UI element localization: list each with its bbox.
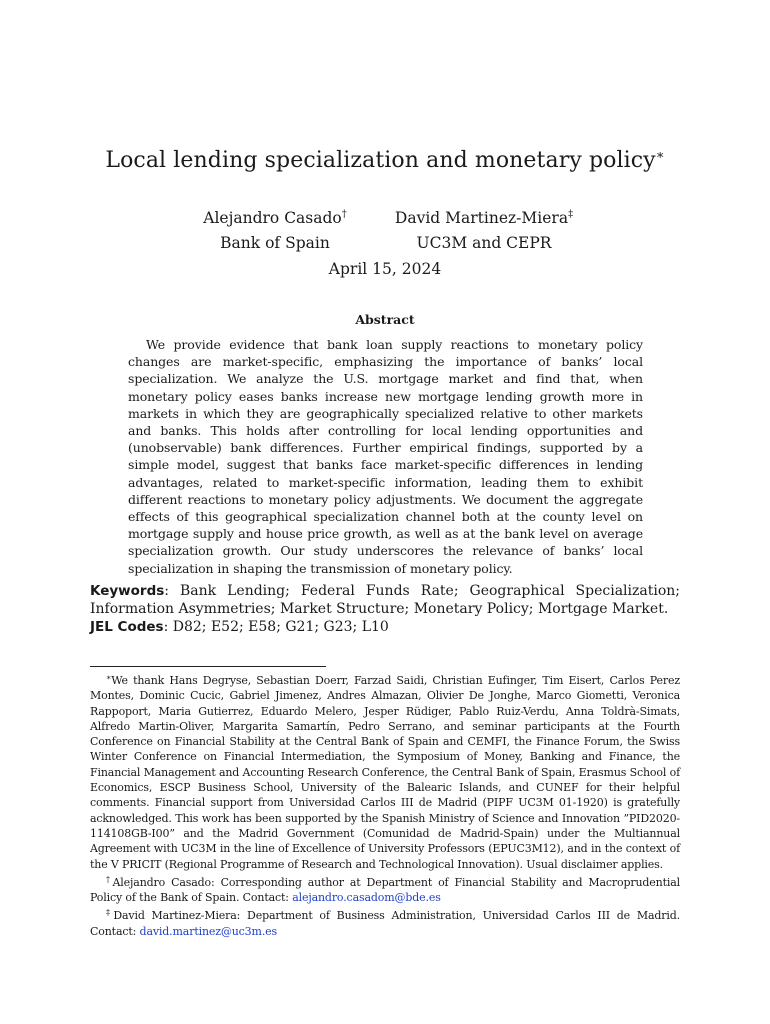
jel-line bbox=[90, 618, 680, 636]
abstract-body: We provide evidence that bank loan supply reactions to monetary policy changes are market-specific, emphasizing the importance of banks’ local specialization. We analyze the U.S. mortgage market and find that, when monetary policy eases banks increase new mortgage lending growth more in markets in which they are geographically specialized relative to other markets and banks. This holds after controlling for local lending opportunities and (unobservable) bank differences. Further empirical findings, supported by a simple model, suggest that banks face market-specific differences in lending advantages, related to market-specific information, leading them to exhibit different reactions to monetary policy adjustments. We document the aggregate effects of this geographical specialization channel both at the county level on mortgage supply and house price growth, as well as at the bank level on average specialization growth. Our study underscores the relevance of banks’ local specialization in shaping the transmission of monetary policy. bbox=[128, 337, 643, 576]
title-text: Local lending specialization and monetary policy bbox=[105, 148, 656, 173]
jel-text: : D82; E52; E58; G21; G23; L10 bbox=[163, 619, 389, 635]
email-link-casado[interactable]: alejandro.casadom@bde.es bbox=[292, 891, 441, 905]
footnotes bbox=[90, 670, 680, 939]
author-footnote-mark: ‡ bbox=[568, 209, 574, 220]
footnote-mark: ‡ bbox=[106, 908, 114, 918]
keywords-text: : Bank Lending; Federal Funds Rate; Geographical Specialization; Information Asymmetries; Market Structure; Monetary Policy; Mortgage Market. bbox=[90, 583, 680, 617]
paper-date: April 15, 2024 bbox=[328, 260, 442, 278]
author-block-2 bbox=[384, 202, 584, 256]
author-name-text: Alejandro Casado bbox=[203, 209, 342, 227]
footnote-acknowledgements bbox=[90, 670, 680, 872]
footnote-author-1 bbox=[90, 872, 680, 906]
abstract-heading: Abstract bbox=[355, 312, 415, 327]
author-name-text: David Martinez-Miera bbox=[394, 209, 569, 227]
footnote-text: David Martinez-Miera: Department of Business Administration, Universidad Carlos III de Madrid. Contact: bbox=[90, 909, 680, 938]
keywords-label: Keywords bbox=[90, 583, 165, 599]
author-name bbox=[384, 202, 584, 231]
footnote-mark: ∗ bbox=[106, 673, 112, 682]
email-link-martinez[interactable]: david.martinez@uc3m.es bbox=[139, 924, 278, 938]
jel-label: JEL Codes bbox=[90, 619, 164, 635]
footnote-mark: † bbox=[106, 874, 113, 884]
author-footnote-mark: † bbox=[341, 209, 347, 220]
paper-title bbox=[0, 148, 770, 173]
footnote-text: Alejandro Casado: Corresponding author at Department of Financial Stability and Macroprudential Policy of the Bank of Spain. Contact: bbox=[90, 875, 680, 905]
keywords-line bbox=[90, 582, 680, 618]
author-affiliation: Bank of Spain bbox=[220, 234, 330, 252]
author-block-1 bbox=[190, 202, 360, 256]
footnote-text: We thank Hans Degryse, Sebastian Doerr, Farzad Saidi, Christian Eufinger, Tim Eisert, Carlos Perez Montes, Dominic Cucic, Gabriel Jimenez, Andres Almazan, Olivier De Jonghe, Marco Giometti, Veronica Rappoport, Maria Gutierrez, Eduardo Melero, Jesper Rüdiger, Pablo Ruiz-Verdu, Anna Toldrà-Simats, Alfredo Martin-Oliver, Margarita Samartín, Pedro Serrano, and seminar participants at the Fourth Conference on Financial Stability at the Central Bank of Spain and CEMFI, the Finance Forum, the Swiss Winter Conference on Financial Intermediation, the Symposium of Money, Banking and Finance, the Financial Management and Accounting Research Conference, the Central Bank of Spain, Erasmus School of Economics, ESCP Business School, University of the Balearic Islands, and CUNEF for their helpful comments. Financial support from Universidad Carlos III de Madrid (PIPF UC3M 01-1920) is gratefully acknowledged. This work has been supported by the Spanish Ministry of Science and Innovation ”PID2020-114108GB-I00” and the Madrid Government (Comunidad de Madrid-Spain) under the Multiannual Agreement with UC3M in the line of Excellence of University Professors (EPUC3M12), and in the context of the V PRICIT (Regional Programme of Research and Technological Innovation). Usual disclaimer applies. bbox=[90, 674, 680, 871]
footnote-divider bbox=[90, 666, 326, 667]
footnote-author-2 bbox=[90, 905, 680, 939]
author-affiliation: UC3M and CEPR bbox=[416, 234, 552, 252]
author-name bbox=[190, 202, 360, 231]
keywords-section bbox=[90, 582, 680, 636]
title-footnote-mark: ∗ bbox=[655, 148, 665, 163]
